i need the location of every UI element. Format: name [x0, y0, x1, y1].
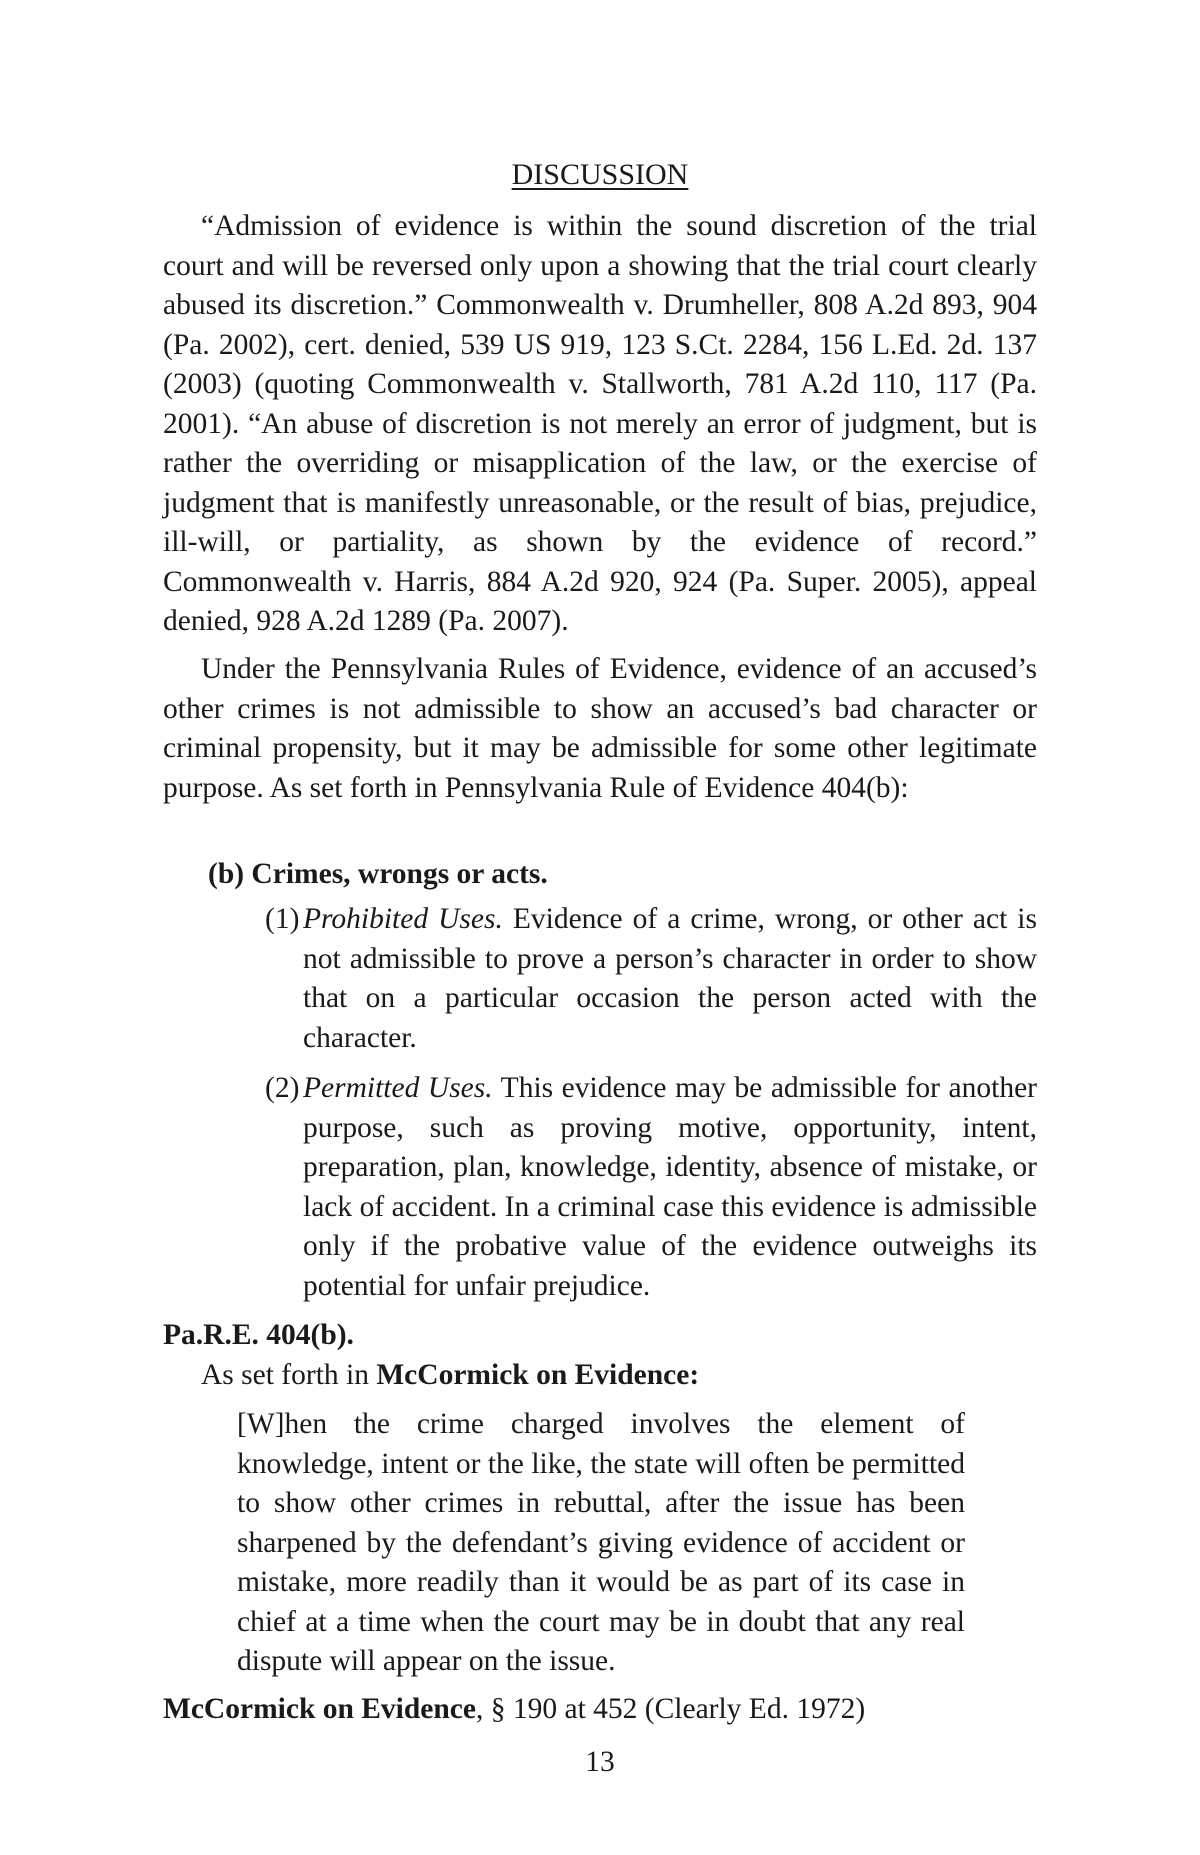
- paragraph-standard-of-review: “Admission of evidence is within the sound discretion of the trial court and will be reversed only upon a showing that the trial court clearly abused its discretion.” Commonwealth v. Drumheller, 808 A.2d 893, 904 (Pa. 2002), cert. denied, 539 US 919, 123 S.Ct. 2284, 156 L.Ed. 2d. 137 (2003) (quoting Commonwealth v. Stallworth, 781 A.2d 110, 117 (Pa. 2001). “An abuse of discretion is not merely an error of judgment, but is rather the overriding or misapplication of the law, or the exercise of judgment that is manifestly unreasonable, or the result of bias, prejudice, ill-will, or partiality, as shown by the evidence of record.” Commonwealth v. Harris, 884 A.2d 920, 924 (Pa. Super. 2005), appeal denied, 928 A.2d 1289 (Pa. 2007).: [163, 210, 1037, 637]
- rule-item-2-body: [265, 1069, 1037, 1306]
- mccormick-intro: [201, 1356, 699, 1396]
- rule-item-2-title: Permitted Uses.: [303, 1072, 493, 1104]
- paragraph-rule-introduction: Under the Pennsylvania Rules of Evidence, evidence of an accused’s other crimes is not admissible to show an accused’s bad character or criminal propensity, but it may be admissible for some other legitimate purpose. As set forth in Pennsylvania Rule of Evidence 404(b):: [163, 653, 1037, 804]
- mccormick-citation-detail: , § 190 at 452 (Clearly Ed. 1972): [475, 1693, 866, 1725]
- page-number: 13: [585, 1746, 615, 1778]
- mccormick-citation-title: McCormick on Evidence: [163, 1693, 476, 1725]
- rule-item-2-number: (2): [265, 1072, 300, 1104]
- rule-item-2-text: This evidence may be admissible for another purpose, such as proving motive, opportunity, intent, preparation, plan, knowledge, identity, absence of mistake, or lack of accident. In a criminal case this evidence is admissible only if the probative value of the evidence outweighs its potential for unfair prejudice.: [303, 1072, 1038, 1302]
- rule-item-1-number: (1): [265, 903, 300, 935]
- discussion-heading: DISCUSSION: [511, 158, 689, 191]
- rule-404b-heading: (b) Crimes, wrongs or acts.: [208, 858, 548, 890]
- rule-item-2: [265, 1069, 1037, 1306]
- paragraph-2-block: [163, 650, 1037, 808]
- rule-item-1-body: [265, 900, 1037, 1058]
- mccormick-block-quote: [W]hen the crime charged involves the element of knowledge, intent or the like, the state will often be permitted to show other crimes in rebuttal, after the issue has been sharpened by the defendant’s giving evidence of accident or mistake, more readily than it would be as part of its case in chief at a time when the court may be in doubt that any real dispute will appear on the issue.: [237, 1408, 965, 1677]
- mccormick-intro-prefix: As set forth in: [201, 1359, 377, 1391]
- rule-item-1-text: Evidence of a crime, wrong, or other act is not admissible to prove a person’s character in order to show that on a particular occasion the person acted with the character.: [303, 903, 1037, 1054]
- mccormick-citation: [163, 1690, 865, 1730]
- mccormick-intro-title: McCormick on Evidence:: [376, 1359, 700, 1391]
- paragraph-1-block: [163, 207, 1037, 642]
- rule-citation: Pa.R.E. 404(b).: [163, 1319, 354, 1351]
- section-heading: [0, 155, 1200, 195]
- rule-item-1: [265, 900, 1037, 1058]
- rule-item-1-title: Prohibited Uses.: [303, 903, 503, 935]
